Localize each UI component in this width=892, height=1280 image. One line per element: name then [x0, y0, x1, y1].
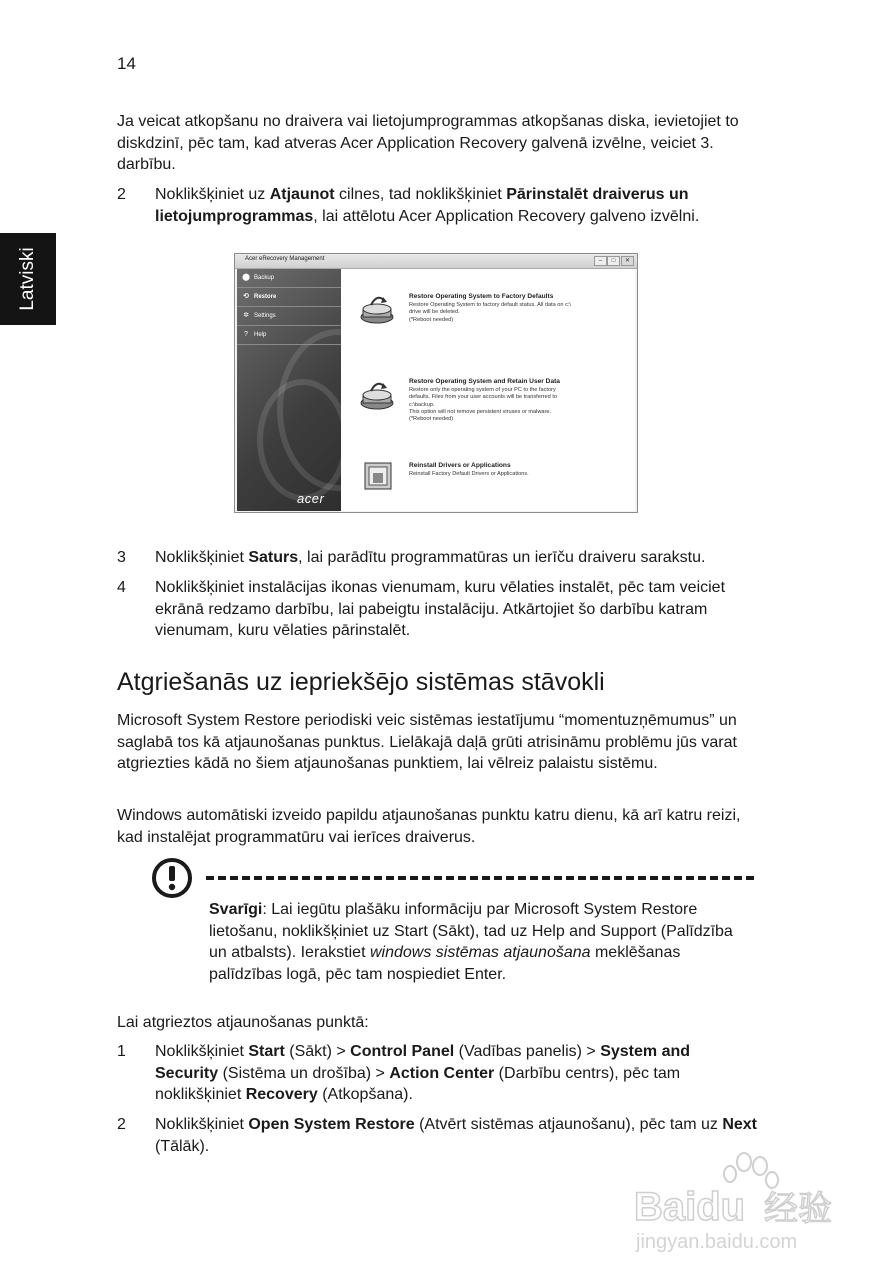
restore-factory-icon [359, 291, 399, 327]
watermark-url: jingyan.baidu.com [636, 1231, 798, 1253]
sidebar-item-help[interactable]: ? Help [237, 326, 341, 345]
maximize-button[interactable]: □ [607, 256, 620, 266]
baidu-watermark [626, 1150, 856, 1260]
option-retain-user-data[interactable]: Restore Operating System and Retain User Data Restore only the operating system of your PC to the factory defaults. Files from your user accounts will be transferred to c:\backup. This option will not remove persistent viruses or malware. (*Reboot needed) [409, 378, 560, 423]
settings-icon: ✲ [243, 312, 249, 319]
page-number: 14 [117, 54, 136, 73]
step-2 [117, 184, 757, 227]
window-sidebar [237, 269, 341, 511]
minimize-button[interactable]: – [594, 256, 607, 266]
sidebar-item-backup[interactable]: ⬤ Backup [237, 269, 341, 288]
close-button[interactable]: ✕ [621, 256, 634, 266]
watermark-brand: Baidu [634, 1185, 746, 1229]
restore-retain-icon [359, 377, 399, 413]
step-text: Noklikšķiniet Start (Sākt) > Control Panel (Vadības panelis) > System and Security (Sistēma un drošība) > Action Center (Darbību centrs), pēc tam noklikšķiniet Recovery (Atkopšana). [155, 1043, 691, 1103]
step-number: 4 [117, 579, 126, 596]
watermark-cn: 经验 [764, 1189, 832, 1229]
step-text: Noklikšķiniet Saturs, lai parādītu programmatūras un ierīču draiveru sarakstu. [155, 549, 706, 566]
note-divider [206, 876, 754, 880]
language-tab [0, 233, 56, 325]
step-number: 2 [117, 186, 126, 203]
decor-swirl [257, 379, 341, 501]
reinstall-drivers-icon [359, 459, 399, 495]
section-heading: Atgriešanās uz iepriekšējo sistēmas stāvokli [117, 668, 605, 696]
window-main [341, 269, 635, 511]
language-tab-label: Latviski [17, 247, 38, 311]
step-text: Noklikšķiniet uz Atjaunot cilnes, tad noklikšķiniet Pārinstalēt draiverus un lietojumprogrammas, lai attēlotu Acer Application Recovery galveno izvēlni. [155, 186, 700, 225]
intro-paragraph: Ja veicat atkopšanu no draivera vai lietojumprogrammas atkopšanas diska, ievietojiet to diskdzinī, pēc tam, kad atveras Acer Application Recovery galvenā izvēlne, veiciet 3. darbību. [117, 113, 739, 173]
important-icon [151, 857, 193, 899]
restore-step-1 [117, 1041, 757, 1106]
step-number: 2 [117, 1116, 126, 1133]
step-text: Noklikšķiniet Open System Restore (Atvērt sistēmas atjaunošanu), pēc tam uz Next (Tālāk). [155, 1116, 758, 1155]
paragraph-restore-points: Windows automātiski izveido papildu atjaunošanas punktu katru dienu, kā arī katru reizi, kad instalējat programmatūru vai ierīces draiverus. [117, 807, 741, 846]
important-note: Svarīgi: Lai iegūtu plašāku informāciju par Microsoft System Restore lietošanu, noklikšķiniet uz Start (Sākt), tad uz Help and Support (Palīdzība un atbalsts). Ierakstiet windows sistēmas atjaunošana meklēšanas palīdzības logā, pēc tam nospiediet Enter. [209, 901, 733, 983]
sidebar-item-restore[interactable]: ⟲ Restore [237, 288, 341, 307]
step-number: 3 [117, 549, 126, 566]
backup-icon: ⬤ [242, 274, 250, 281]
recovery-screenshot [234, 253, 638, 513]
option-reinstall-drivers[interactable]: Reinstall Drivers or Applications Reinstall Factory Default Drivers or Applications. [409, 462, 529, 478]
step-number: 1 [117, 1043, 126, 1060]
step-3 [117, 547, 757, 569]
option-factory-defaults[interactable]: Restore Operating System to Factory Defaults Restore Operating System to factory default status. All data on c:\ drive will be deleted. (*Reboot needed) [409, 293, 571, 323]
restore-icon: ⟲ [243, 293, 249, 300]
acer-logo: acer [297, 491, 325, 506]
help-icon: ? [244, 331, 248, 338]
step-4 [117, 577, 757, 642]
paragraph-restore-intro: Lai atgrieztos atjaunošanas punktā: [117, 1014, 369, 1031]
step-text: Noklikšķiniet instalācijas ikonas vienumam, kuru vēlaties instalēt, pēc tam veiciet ekrānā redzamo darbību, lai pabeigtu instalāciju. Atkārtojiet šo darbību katram vienumam, kuru vēlaties pārinstalēt. [155, 579, 726, 639]
window-title: Acer eRecovery Management [245, 256, 325, 262]
window-titlebar [235, 254, 637, 269]
paragraph-system-restore: Microsoft System Restore periodiski veic sistēmas iestatījumu “momentuzņēmumus” un saglabā tos kā atjaunošanas punktus. Lielākajā daļā grūti atrisināmu problēmu jūs varat atgriezties kādā no šiem atjaunošanas punktiem, lai vēlreiz palaistu sistēmu. [117, 712, 737, 772]
sidebar-item-settings[interactable]: ✲ Settings [237, 307, 341, 326]
